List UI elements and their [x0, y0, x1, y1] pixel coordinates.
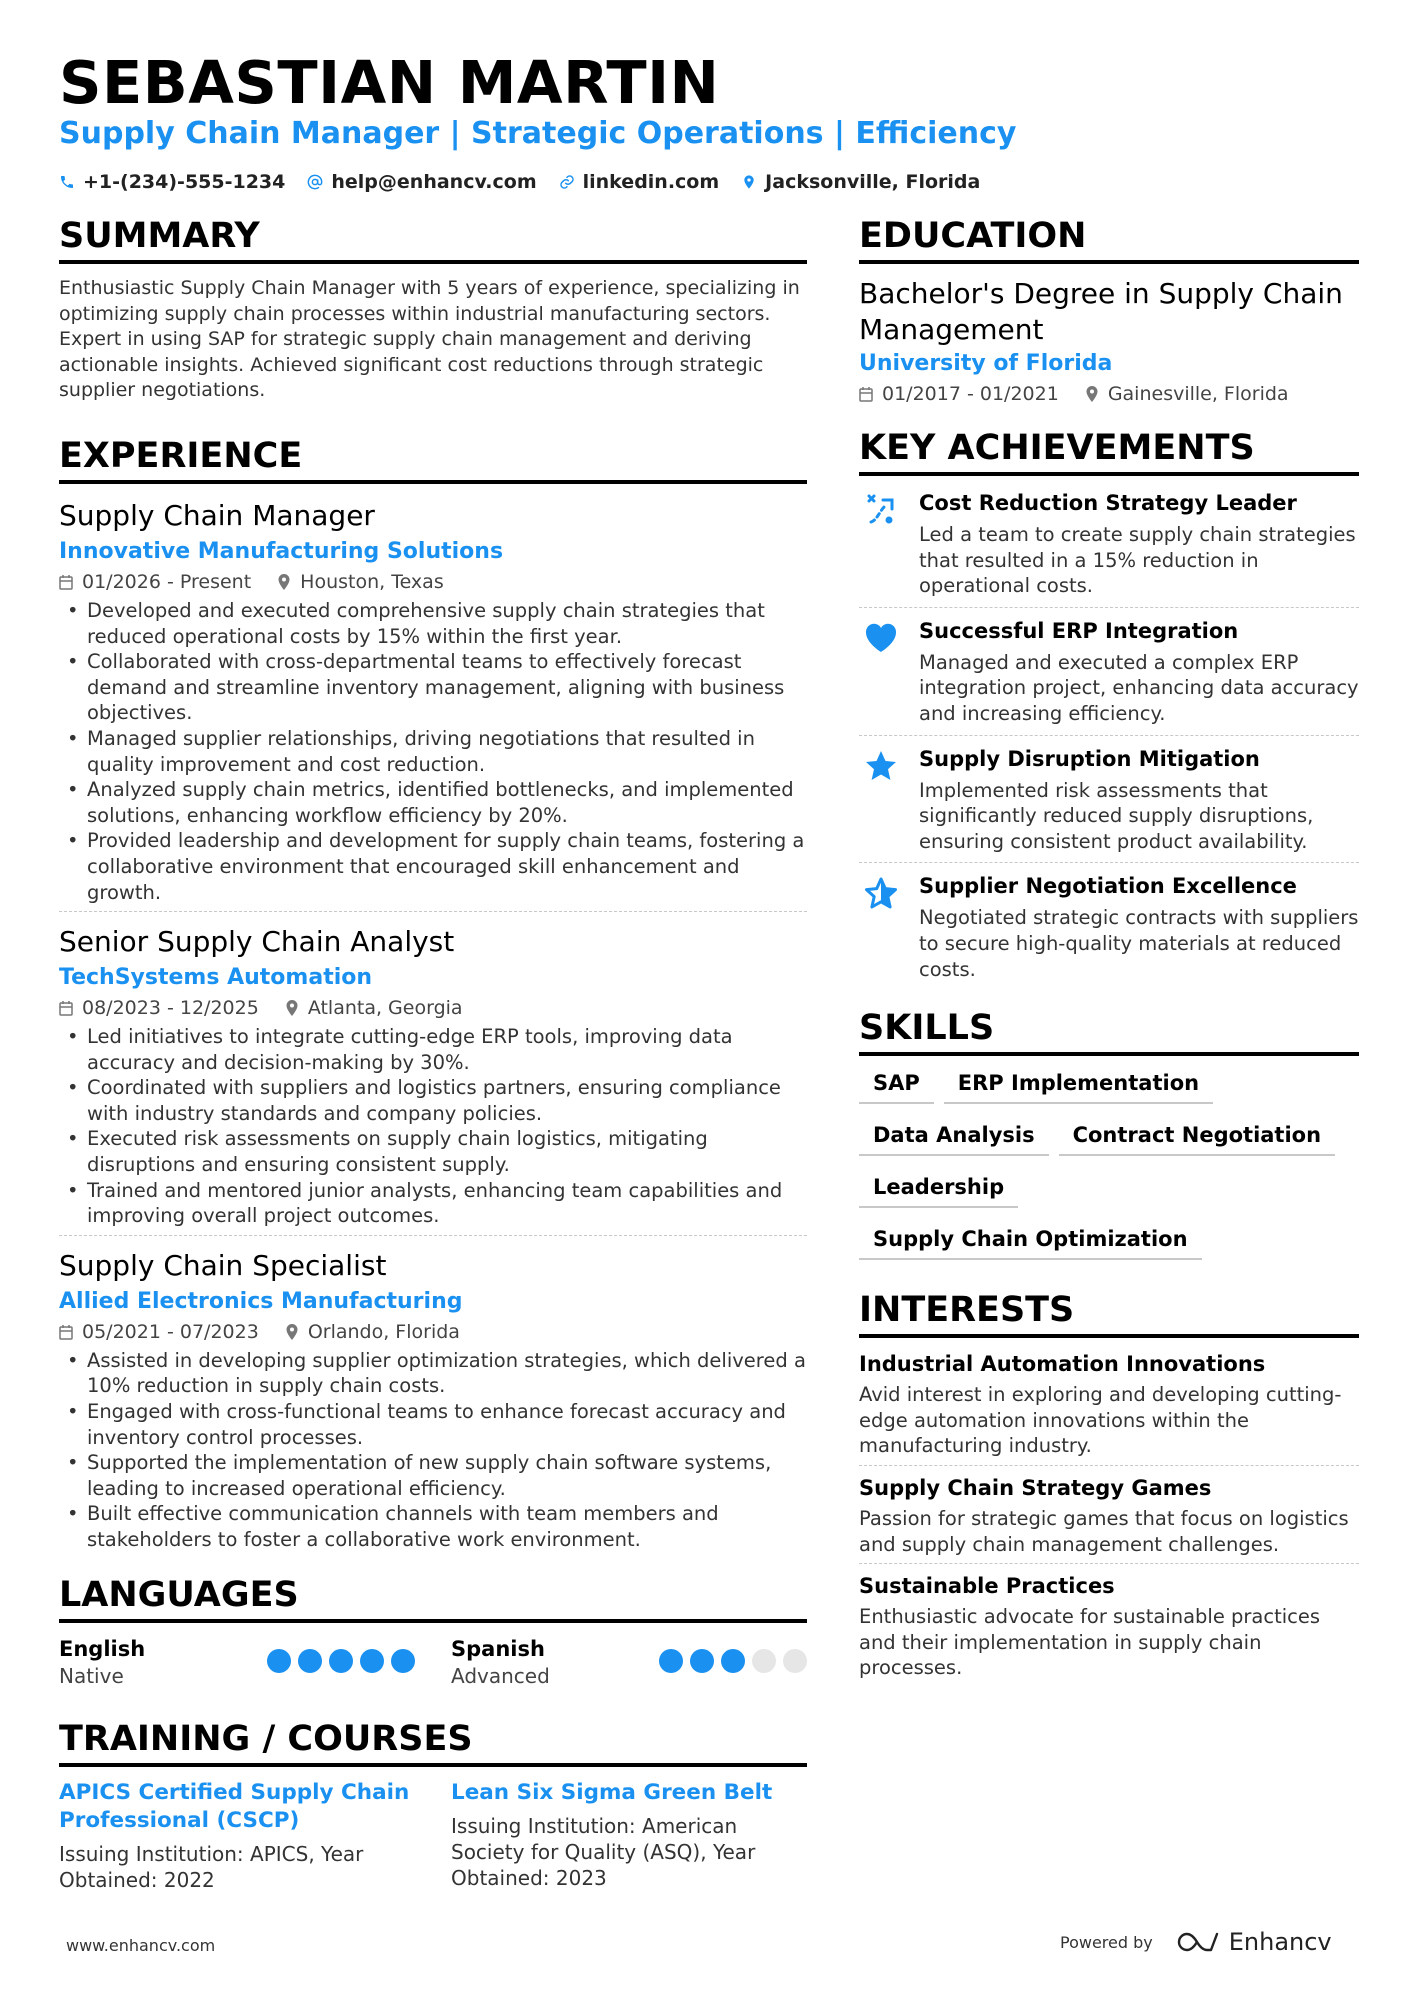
achievement-title: Supply Disruption Mitigation — [919, 746, 1260, 771]
interest-desc: Passion for strategic games that focus on logistics and supply chain management challenges. — [859, 1506, 1349, 1556]
interest-title: Supply Chain Strategy Games — [859, 1475, 1212, 1500]
at-icon — [307, 174, 323, 190]
left-column — [59, 214, 807, 1893]
candidate-name: SEBASTIAN MARTIN — [59, 48, 720, 117]
job-bullet: • Built effective communication channels with team members and stakeholders to foster a collaborative work environment. — [59, 1501, 807, 1552]
contact-location — [741, 168, 980, 196]
language-item — [451, 1635, 807, 1689]
job-entry — [59, 496, 807, 912]
rating-dot-filled — [721, 1649, 745, 1673]
languages-heading: LANGUAGES — [59, 1573, 807, 1623]
job-meta — [59, 568, 807, 596]
footer-branding — [1060, 1928, 1332, 1956]
achievement-item — [859, 488, 1359, 608]
headline: Supply Chain Manager | Strategic Operations | Efficiency — [59, 116, 1017, 151]
languages-list — [59, 1635, 807, 1689]
contact-linkedin[interactable] — [559, 168, 720, 196]
job-bullet: • Managed supplier relationships, driving negotiations that resulted in quality improvement and cost reduction. — [59, 726, 807, 777]
job-meta — [59, 1318, 807, 1346]
job-bullet: • Collaborated with cross-departmental teams to effectively forecast demand and streamline inventory management, aligning with business objectives. — [59, 649, 807, 726]
job-dates: 05/2021 - 07/2023 — [59, 1318, 259, 1346]
achievement-desc: Negotiated strategic contracts with suppliers to secure high-quality materials at reduced costs. — [919, 906, 1359, 981]
summary-text: Enthusiastic Supply Chain Manager with 5 years of experience, specializing in optimizing supply chain processes within industrial manufacturing sectors. Expert in using SAP for strategic supply chain management and deriving actionable insights. Achieved significant cost reductions through strategic supplier negotiations. — [59, 277, 800, 402]
achievement-item — [859, 744, 1359, 864]
job-bullet: • Assisted in developing supplier optimization strategies, which delivered a 10% reduction in supply chain costs. — [59, 1348, 807, 1399]
job-bullet: • Engaged with cross-functional teams to enhance forecast accuracy and inventory control processes. — [59, 1399, 807, 1450]
education-degree: Bachelor's Degree in Supply Chain Management — [859, 277, 1343, 346]
job-bullet: • Supported the implementation of new supply chain software systems, leading to increased operational efficiency. — [59, 1450, 807, 1501]
skill-tag: Supply Chain Optimization — [859, 1224, 1202, 1260]
contact-phone[interactable] — [59, 168, 285, 196]
enhancv-logo-icon — [1177, 1930, 1221, 1954]
link-icon — [559, 174, 575, 190]
calendar-icon — [59, 1000, 73, 1016]
language-item — [59, 1635, 415, 1689]
language-name: Spanish — [451, 1636, 545, 1661]
interests-heading: INTERESTS — [859, 1288, 1359, 1338]
enhancv-logo[interactable] — [1177, 1928, 1332, 1956]
location-pin-icon — [285, 1324, 299, 1340]
course-item — [59, 1779, 415, 1893]
interest-item — [859, 1572, 1359, 1687]
achievements-heading: KEY ACHIEVEMENTS — [859, 426, 1359, 476]
interest-desc: Enthusiastic advocate for sustainable practices and their implementation in supply chain processes. — [859, 1605, 1321, 1680]
rating-dot-filled — [391, 1649, 415, 1673]
course-desc: Issuing Institution: APICS, Year Obtained: 2022 — [59, 1841, 364, 1892]
achievement-desc: Led a team to create supply chain strategies that resulted in a 15% reduction in operational costs. — [919, 523, 1356, 598]
rating-dot-filled — [659, 1649, 683, 1673]
job-bullets — [59, 1024, 807, 1229]
star-outline-icon — [863, 875, 899, 911]
company-name: Innovative Manufacturing Solutions — [59, 538, 504, 564]
skills-heading: SKILLS — [859, 1006, 1359, 1056]
brand-name: Enhancv — [1228, 1928, 1332, 1956]
language-level: Native — [59, 1663, 124, 1688]
education-location: Gainesville, Florida — [1085, 380, 1289, 408]
achievement-desc: Managed and executed a complex ERP integration project, enhancing data accuracy and increasing efficiency. — [919, 650, 1359, 725]
right-column — [859, 214, 1359, 1695]
calendar-icon — [59, 574, 73, 590]
achievement-title: Successful ERP Integration — [919, 618, 1239, 643]
achievement-item — [859, 871, 1359, 990]
courses-list — [59, 1779, 807, 1893]
job-location: Orlando, Florida — [285, 1318, 460, 1346]
job-entry — [59, 922, 807, 1236]
course-title: APICS Certified Supply Chain Professional (CSCP) — [59, 1779, 410, 1833]
rating-dot-filled — [267, 1649, 291, 1673]
location-pin-icon — [1085, 386, 1099, 402]
course-desc: Issuing Institution: American Society for Quality (ASQ), Year Obtained: 2023 — [451, 1813, 756, 1890]
experience-heading: EXPERIENCE — [59, 434, 807, 484]
skills-list — [859, 1068, 1359, 1260]
skill-tag: SAP — [859, 1068, 934, 1104]
star-icon — [863, 748, 899, 784]
location-text: Jacksonville, Florida — [765, 171, 981, 193]
powered-by-label: Powered by — [1060, 1932, 1153, 1952]
education-dates: 01/2017 - 01/2021 — [859, 380, 1059, 408]
rating-dot-filled — [360, 1649, 384, 1673]
job-bullets — [59, 1348, 807, 1553]
calendar-icon — [859, 386, 873, 402]
job-meta — [59, 994, 807, 1022]
rating-dot-filled — [329, 1649, 353, 1673]
heart-icon — [863, 620, 899, 656]
job-title: Senior Supply Chain Analyst — [59, 925, 455, 959]
language-rating — [659, 1649, 807, 1673]
rating-dot-filled — [690, 1649, 714, 1673]
location-pin-icon — [741, 174, 757, 190]
phone-text: +1-(234)-555-1234 — [83, 171, 286, 193]
summary-heading: SUMMARY — [59, 214, 807, 264]
education-heading: EDUCATION — [859, 214, 1359, 264]
job-bullet: • Led initiatives to integrate cutting-edge ERP tools, improving data accuracy and decision-making by 30%. — [59, 1024, 807, 1075]
course-title: Lean Six Sigma Green Belt — [451, 1779, 773, 1805]
job-bullet: • Analyzed supply chain metrics, identified bottlenecks, and implemented solutions, enhancing workflow efficiency by 20%. — [59, 777, 807, 828]
linkedin-text: linkedin.com — [582, 171, 720, 193]
location-pin-icon — [277, 574, 291, 590]
language-rating — [267, 1649, 415, 1673]
phone-icon — [59, 174, 75, 190]
skill-tag: ERP Implementation — [944, 1068, 1213, 1104]
job-bullet: • Coordinated with suppliers and logistics partners, ensuring compliance with industry standards and company policies. — [59, 1075, 807, 1126]
course-item — [451, 1779, 807, 1893]
location-pin-icon — [285, 1000, 299, 1016]
achievement-item — [859, 616, 1359, 736]
language-name: English — [59, 1636, 146, 1661]
company-name: Allied Electronics Manufacturing — [59, 1288, 463, 1314]
job-location: Atlanta, Georgia — [285, 994, 463, 1022]
achievement-title: Supplier Negotiation Excellence — [919, 874, 1297, 899]
interest-desc: Avid interest in exploring and developing cutting-edge automation innovations within the manufacturing industry. — [859, 1383, 1342, 1458]
job-bullet: • Provided leadership and development for supply chain teams, fostering a collaborative environment that encouraged skill enhancement and growth. — [59, 828, 807, 905]
language-level: Advanced — [451, 1663, 550, 1688]
job-dates: 08/2023 - 12/2025 — [59, 994, 259, 1022]
job-dates: 01/2026 - Present — [59, 568, 251, 596]
job-bullets — [59, 598, 807, 905]
rating-dot-empty — [752, 1649, 776, 1673]
skill-tag: Contract Negotiation — [1059, 1120, 1335, 1156]
job-bullet: • Trained and mentored junior analysts, enhancing team capabilities and improving overall project outcomes. — [59, 1178, 807, 1229]
job-title: Supply Chain Manager — [59, 498, 375, 532]
training-heading: TRAINING / COURSES — [59, 1717, 807, 1767]
job-bullet: • Developed and executed comprehensive supply chain strategies that reduced operational costs by 15% within the first year. — [59, 598, 807, 649]
job-location: Houston, Texas — [277, 568, 444, 596]
email-text: help@enhancv.com — [331, 171, 537, 193]
interest-item — [859, 1474, 1359, 1564]
education-school: University of Florida — [859, 351, 1113, 376]
company-name: TechSystems Automation — [59, 965, 373, 991]
contact-bar — [59, 168, 980, 196]
skill-tag: Data Analysis — [859, 1120, 1049, 1156]
achievement-desc: Implemented risk assessments that significantly reduced supply disruptions, ensuring consistent product availability. — [919, 778, 1314, 853]
job-title: Supply Chain Specialist — [59, 1248, 387, 1282]
strategy-icon — [863, 492, 899, 528]
rating-dot-empty — [783, 1649, 807, 1673]
interest-title: Industrial Automation Innovations — [859, 1352, 1266, 1377]
rating-dot-filled — [298, 1649, 322, 1673]
footer-website[interactable]: www.enhancv.com — [66, 1936, 216, 1955]
skill-tag: Leadership — [859, 1172, 1018, 1208]
interest-item — [859, 1350, 1359, 1466]
calendar-icon — [59, 1324, 73, 1340]
education-meta — [859, 380, 1359, 408]
job-entry — [59, 1246, 807, 1559]
achievement-title: Cost Reduction Strategy Leader — [919, 491, 1297, 515]
interest-title: Sustainable Practices — [859, 1574, 1115, 1599]
contact-email[interactable] — [307, 168, 536, 196]
job-bullet: • Executed risk assessments on supply chain logistics, mitigating disruptions and ensuring consistent supply. — [59, 1126, 807, 1177]
